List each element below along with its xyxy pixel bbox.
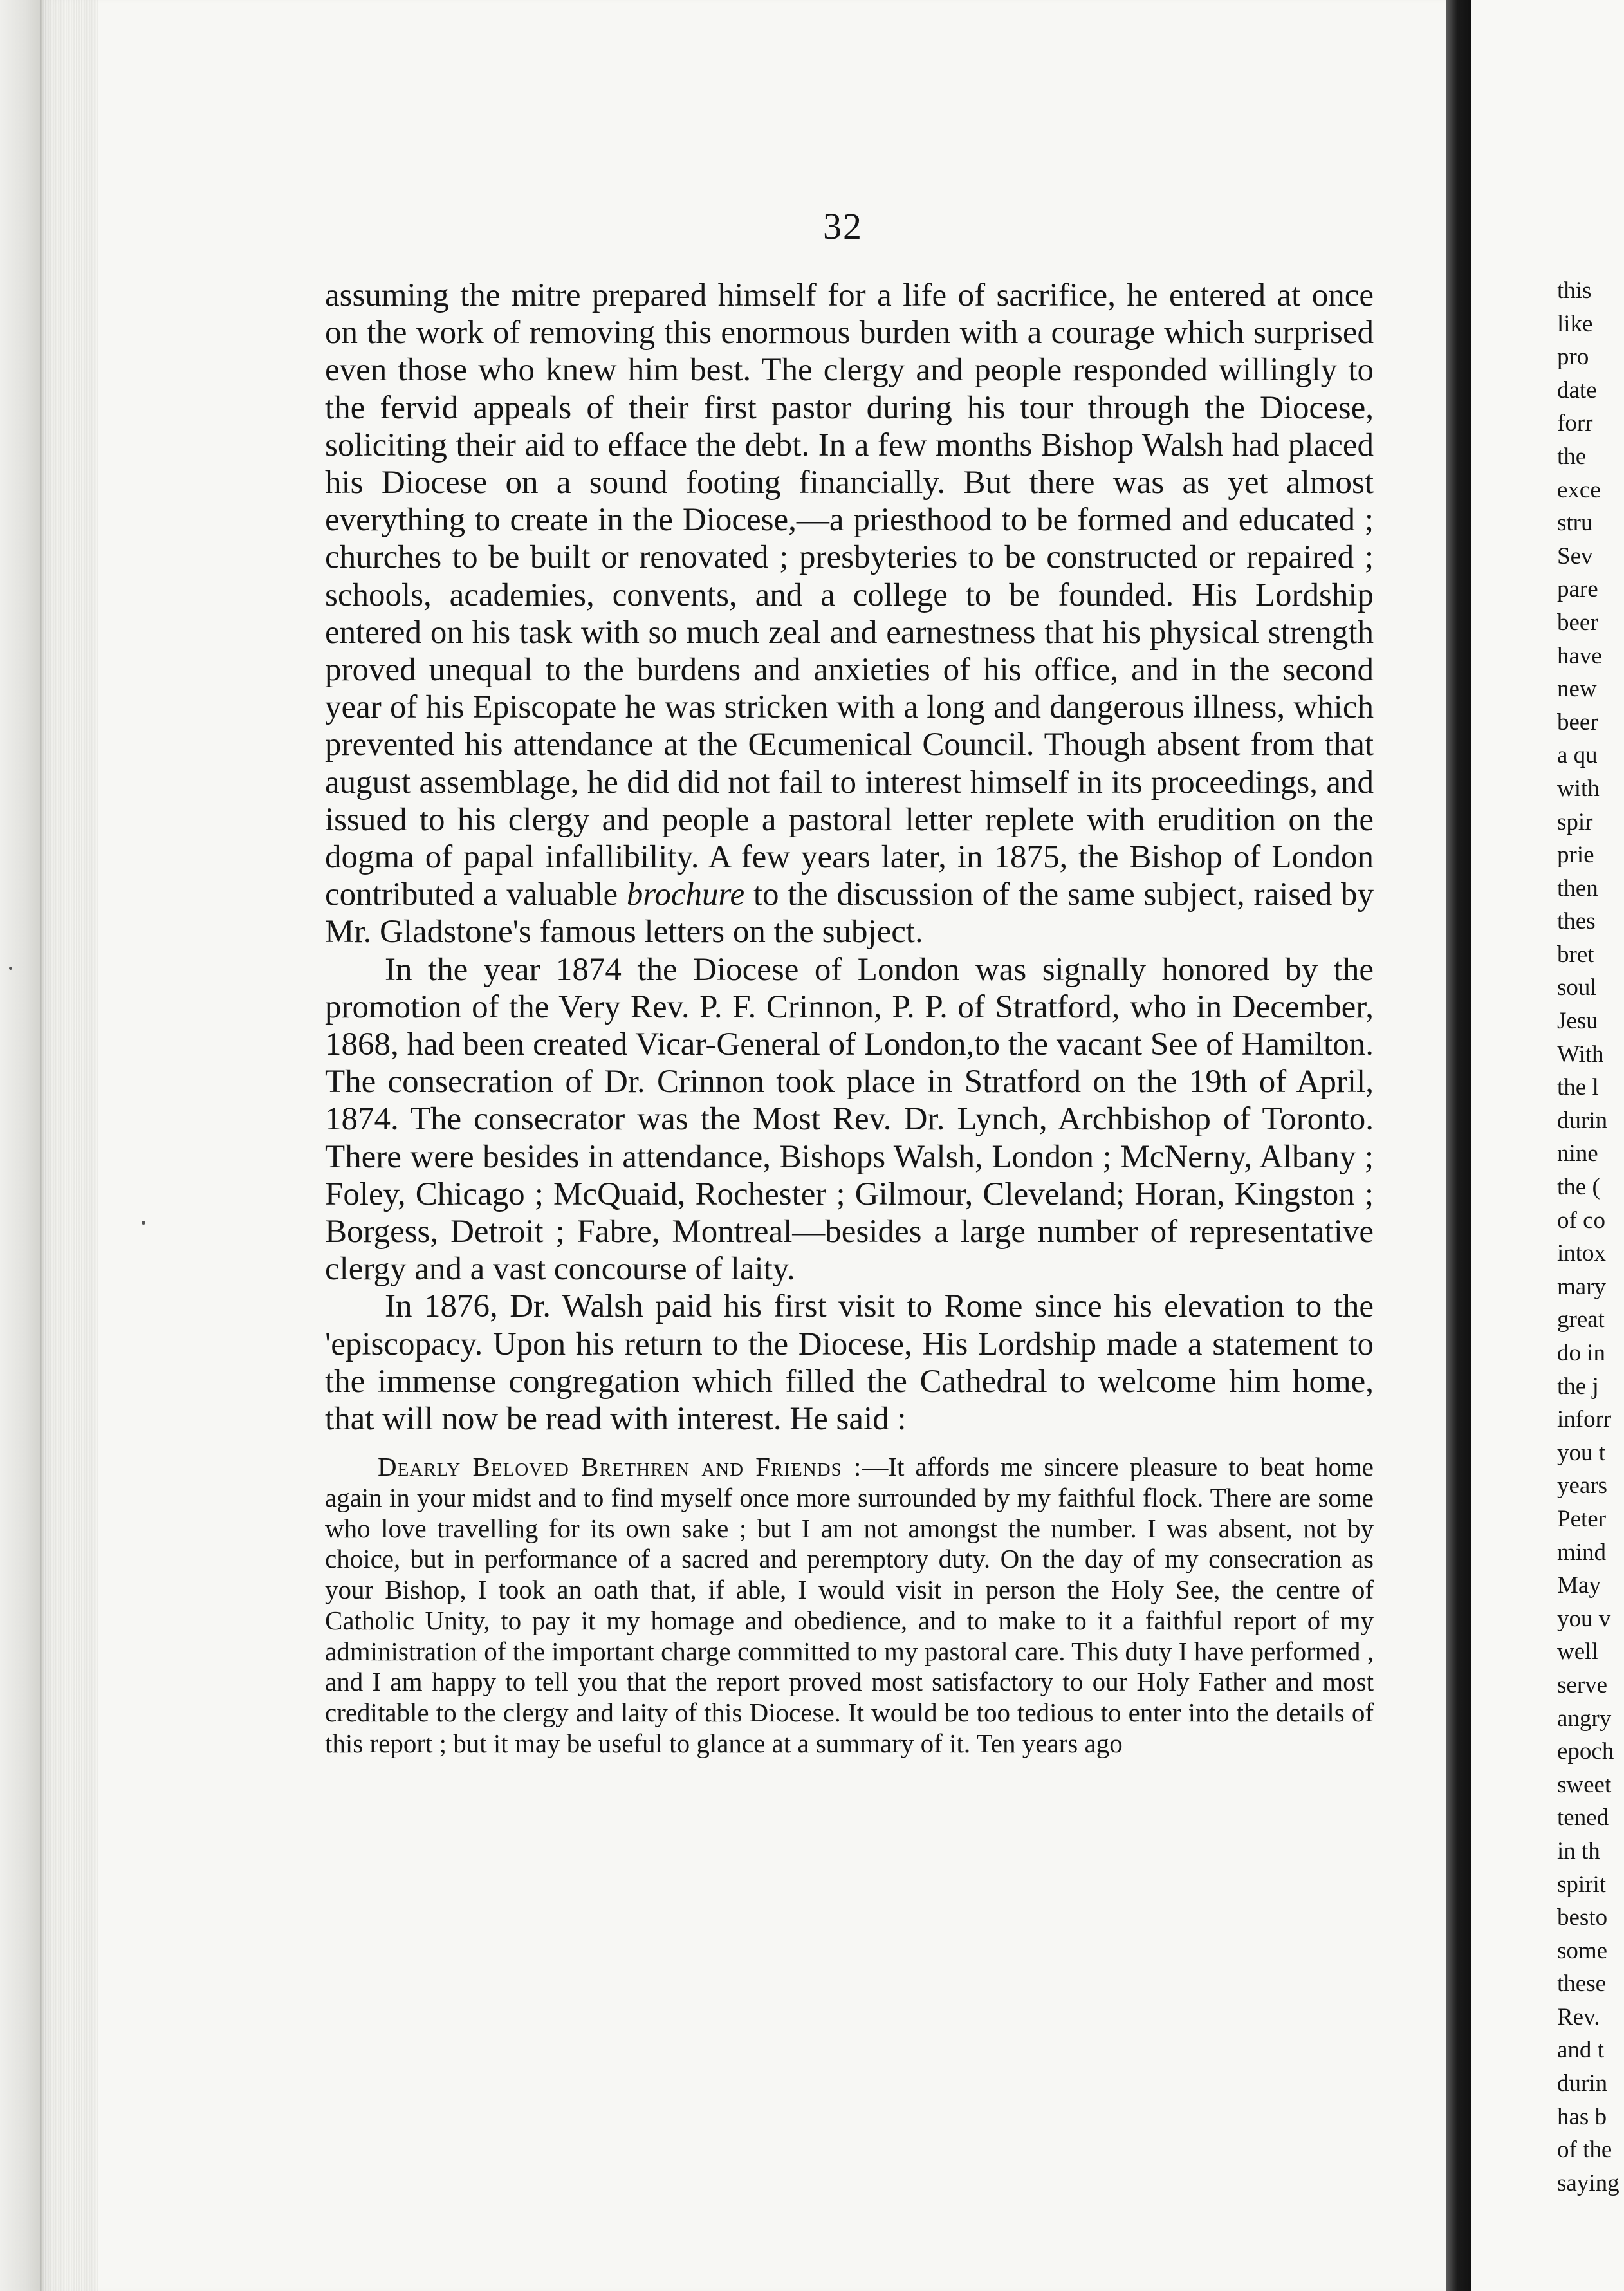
facing-page-line: epoch	[1557, 1738, 1614, 1765]
facing-page-line: with	[1557, 775, 1600, 802]
body-text	[325, 277, 1374, 1759]
facing-page-line: the l	[1557, 1074, 1599, 1101]
facing-page-line: prie	[1557, 842, 1594, 869]
facing-page-line: a qu	[1557, 742, 1598, 769]
facing-page-line: the j	[1557, 1373, 1599, 1400]
facing-page-line: nine	[1557, 1140, 1598, 1167]
facing-page-line: mind	[1557, 1539, 1607, 1566]
facing-page-line: May	[1557, 1572, 1601, 1599]
facing-page-line: durin	[1557, 2070, 1608, 2097]
quoted-letter	[325, 1452, 1374, 1759]
facing-page-line: Sev	[1557, 543, 1593, 570]
facing-page-text	[1557, 274, 1624, 2200]
facing-page-line: pro	[1557, 344, 1589, 371]
paragraph-2: In the year 1874 the Diocese of London was signally honored by the promotion of the Very Rev. P. F. Crinnon, P. P. of Stratford, who in December, 1868, had been created Vicar-General of London,to the vacant See of Hamilton. The consecration of Dr. Crinnon took place in Stratford on the 19th of April, 1874. The consecrator was the Most Rev. Dr. Lynch, Archbishop of Toronto. There were besides in attendance, Bishops Walsh, London ; McNerny, Albany ; Foley, Chicago ; McQuaid, Rochester ; Gilmour, Cleveland; Horan, Kingston ; Borgess, Detroit ; Fabre, Montreal—besides a large number of representative clergy and a vast concourse of laity.	[325, 951, 1374, 1288]
facing-page-line: beer	[1557, 709, 1598, 736]
facing-page-line: you v	[1557, 1605, 1611, 1632]
facing-page-line: stru	[1557, 510, 1593, 537]
page-edge-stack	[40, 0, 98, 2291]
facing-page-line: you t	[1557, 1439, 1606, 1466]
scan-background	[0, 0, 45, 2291]
letter-paragraph	[325, 1452, 1374, 1759]
book-gutter	[1446, 0, 1471, 2291]
facing-page-line: angry	[1557, 1705, 1612, 1732]
letter-body: —It affords me sincere pleasure to beat home again in your midst and to find myself once more surrounded by my faithful flock. There are some who love travelling for its own sake ; but I am not amongst the number. I was absent, not by choice, but in performance of a sacred and peremptory duty. On the day of my consecration as your Bishop, I took an oath that, if able, I would visit in person the Holy See, the centre of Catholic Unity, to pay it my homage and obedience, and to make to it a faithful report of my administration of the important charge committed to my pastoral care. This duty I have performed , and I am happy to tell you that the report proved most satisfactory to our Holy Father and most creditable to the clergy and laity of this Diocese. It would be too tedious to enter into the details of this report ; but it may be useful to glance at a summary of it. Ten years ago	[325, 1452, 1374, 1758]
facing-page-line: soul	[1557, 974, 1597, 1001]
facing-page-line: this	[1557, 277, 1592, 304]
facing-page-line: the (	[1557, 1174, 1600, 1201]
facing-page-line: tened	[1557, 1804, 1609, 1832]
facing-page-line: beer	[1557, 609, 1598, 636]
facing-page-line: durin	[1557, 1107, 1608, 1134]
facing-page-line: inforr	[1557, 1406, 1612, 1433]
letter-salutation: Dearly Beloved Brethren and Friends :	[378, 1452, 862, 1482]
facing-page-line: With	[1557, 1041, 1604, 1068]
facing-page-line: pare	[1557, 576, 1598, 603]
facing-page-line: intox	[1557, 1240, 1607, 1267]
facing-page-line: mary	[1557, 1273, 1607, 1300]
facing-page-line: spirit	[1557, 1871, 1607, 1898]
facing-page-line: Peter	[1557, 1505, 1607, 1532]
paragraph-1-end: to the discussion of the same subject, raised by Mr. Gladstone's famous letters on the subject.	[325, 877, 1374, 951]
facing-page-line: bret	[1557, 941, 1594, 968]
facing-page-line: forr	[1557, 410, 1593, 437]
facing-page-line: like	[1557, 310, 1593, 337]
paragraph-1	[325, 277, 1374, 951]
brochure-italic: brochure	[626, 877, 745, 913]
facing-page-line: sweet	[1557, 1771, 1612, 1798]
facing-page-line: new	[1557, 676, 1597, 703]
facing-page-line: Rev.	[1557, 2003, 1600, 2030]
facing-page-line: serve	[1557, 1671, 1608, 1698]
scan-speck	[142, 1221, 145, 1225]
facing-page-line: these	[1557, 1971, 1607, 1998]
facing-page-line: of co	[1557, 1207, 1605, 1234]
facing-page-line: spir	[1557, 808, 1593, 835]
facing-page-line: in th	[1557, 1837, 1600, 1864]
facing-page-line: some	[1557, 1937, 1608, 1964]
facing-page-line: the	[1557, 443, 1587, 470]
facing-page-line: besto	[1557, 1904, 1608, 1931]
paragraph-1-text: assuming the mitre prepared himself for a life of sacrifice, he entered at once on the work of removing this enormous burden with a courage which surprised even those who knew him best. The clergy and people responded willingly to the fervid appeals of their first pastor during his tour through the Diocese, soliciting their aid to efface the debt. In a few months Bishop Walsh had placed his Diocese on a sound footing financially. But there was as yet almost everything to create in the Diocese,—a priesthood to be formed and educated ; churches to be built or renovated ; presbyteries to be constructed or repaired ; schools, academies, convents, and a college to be founded. His Lordship entered on his task with so much zeal and earnestness that his physical strength proved unequal to the burdens and anxieties of his office, and in the second year of his Episcopate he was stricken with a long and dangerous illness, which prevented his attendance at the Œcumenical Council. Though absent from that august assemblage, he did did not fail to interest himself in its proceedings, and issued to his clergy and people a pastoral letter replete with erudition on the dogma of papal infallibility. A few years later, in 1875, the Bishop of London contributed a valuable	[325, 277, 1374, 913]
scan-speck	[9, 967, 12, 970]
facing-page-line: well	[1557, 1638, 1598, 1665]
facing-page-line: has b	[1557, 2103, 1607, 2130]
facing-page-line: date	[1557, 376, 1597, 403]
facing-page-line: years	[1557, 1472, 1608, 1499]
facing-page-line: do in	[1557, 1340, 1606, 1366]
facing-page-line: saying	[1557, 2169, 1619, 2196]
facing-page-line: thes	[1557, 908, 1596, 935]
facing-page-line: then	[1557, 875, 1598, 902]
facing-page-line: of the	[1557, 2137, 1612, 2164]
facing-page-line: have	[1557, 642, 1602, 669]
facing-page-line: and t	[1557, 2037, 1604, 2064]
facing-page-line: great	[1557, 1306, 1605, 1333]
paragraph-3: In 1876, Dr. Walsh paid his first visit to Rome since his elevation to the 'episcopacy. Upon his return to the Diocese, His Lordship made a statement to the immense congregation which filled the Cathedral to welcome him home, that will now be read with interest. He said :	[325, 1288, 1374, 1438]
facing-page-line: exce	[1557, 476, 1601, 503]
facing-page-line: Jesu	[1557, 1008, 1598, 1035]
page-number: 32	[823, 205, 863, 247]
